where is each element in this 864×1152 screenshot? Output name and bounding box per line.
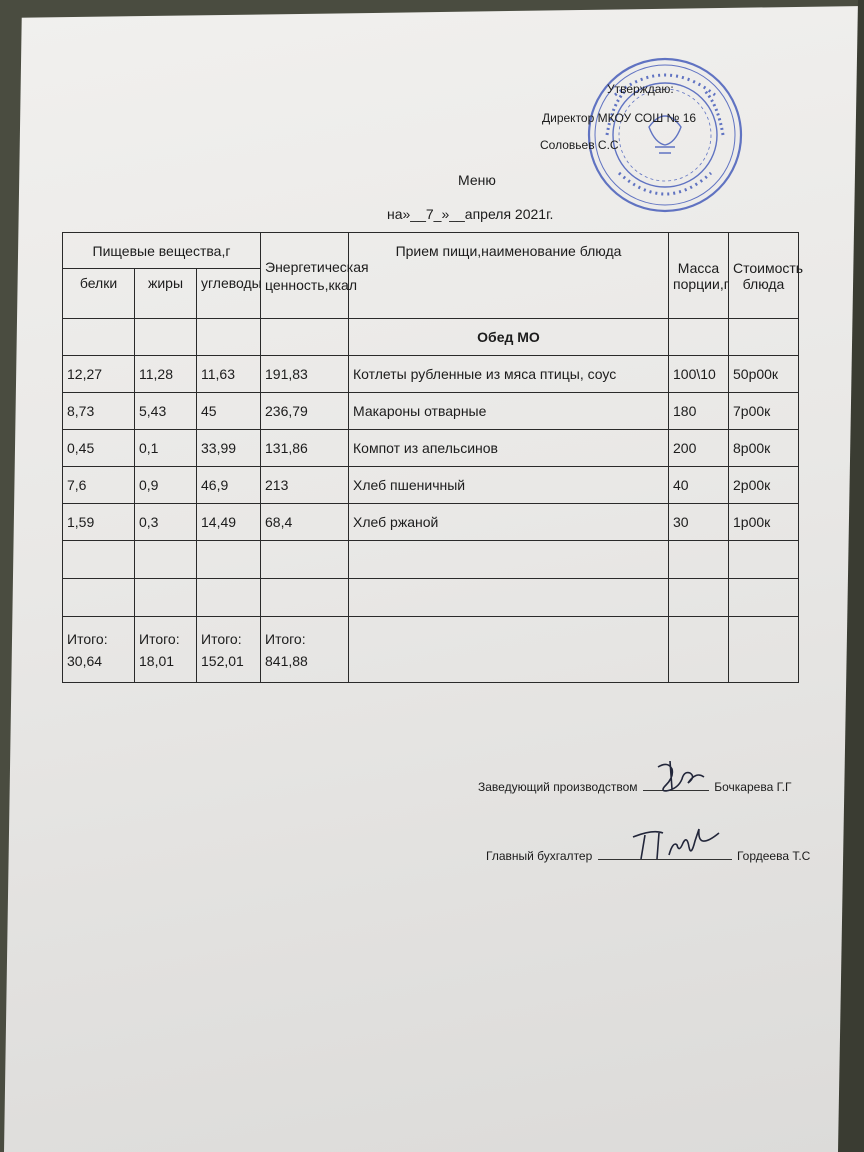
energy-header: Энергетическая ценность,ккал xyxy=(261,233,349,319)
dish-name-cell: Компот из апельсинов xyxy=(349,430,669,467)
energy-cell: 131,86 xyxy=(261,430,349,467)
carbs-cell: 11,63 xyxy=(197,356,261,393)
protein-cell: 8,73 xyxy=(63,393,135,430)
empty-cell xyxy=(669,579,729,617)
fat-cell: 11,28 xyxy=(135,356,197,393)
section-row xyxy=(63,319,799,356)
nutrients-header: Пищевые вещества,г xyxy=(63,233,261,269)
table-row xyxy=(63,467,799,504)
empty-cell xyxy=(669,541,729,579)
carbs-total: 152,01 xyxy=(201,652,244,669)
dish-name-cell: Котлеты рубленные из мяса птицы, соус xyxy=(349,356,669,393)
energy-cell: 191,83 xyxy=(261,356,349,393)
cost-cell: 7р00к xyxy=(729,393,799,430)
manager-handwritten-signature xyxy=(650,757,720,797)
cost-header: Стоимость блюда xyxy=(729,233,799,319)
empty-cell xyxy=(197,319,261,356)
energy-total-cell xyxy=(261,617,349,683)
total-label: Итого: xyxy=(201,630,242,647)
energy-cell: 236,79 xyxy=(261,393,349,430)
cost-cell: 50р00к xyxy=(729,356,799,393)
empty-cell xyxy=(261,541,349,579)
empty-cell xyxy=(729,579,799,617)
empty-cell xyxy=(135,541,197,579)
approval-line-3: Соловьев С.С xyxy=(540,138,619,152)
table-row xyxy=(63,393,799,430)
fat-cell: 0,9 xyxy=(135,467,197,504)
empty-cell xyxy=(729,319,799,356)
menu-table xyxy=(62,232,804,683)
protein-total: 30,64 xyxy=(67,652,103,669)
protein-total-cell xyxy=(63,617,135,683)
total-label: Итого: xyxy=(67,630,108,647)
manager-title: Заведующий производством xyxy=(478,780,638,794)
meal-header: Прием пищи,наименование блюда xyxy=(349,233,669,319)
cost-cell: 2р00к xyxy=(729,467,799,504)
carbs-cell: 45 xyxy=(197,393,261,430)
fat-total: 18,01 xyxy=(139,652,175,669)
mass-cell: 100\10 xyxy=(669,356,729,393)
protein-cell: 0,45 xyxy=(63,430,135,467)
table-row xyxy=(63,430,799,467)
total-label: Итого: xyxy=(139,630,180,647)
dish-name-cell: Макароны отварные xyxy=(349,393,669,430)
mass-cell: 40 xyxy=(669,467,729,504)
cost-cell: 8р00к xyxy=(729,430,799,467)
energy-total: 841,88 xyxy=(265,652,308,669)
empty-cell xyxy=(349,579,669,617)
carbs-cell: 14,49 xyxy=(197,504,261,541)
mass-cell: 30 xyxy=(669,504,729,541)
manager-signature-line xyxy=(478,780,791,794)
date-line: на»__7_»__апреля 2021г. xyxy=(387,206,554,222)
carbs-header: углеводы xyxy=(197,269,261,319)
manager-name: Бочкарева Г.Г xyxy=(714,780,792,794)
fat-cell: 5,43 xyxy=(135,393,197,430)
carbs-cell: 33,99 xyxy=(197,430,261,467)
dish-name-cell: Хлеб ржаной xyxy=(349,504,669,541)
empty-cell xyxy=(261,579,349,617)
protein-header: белки xyxy=(63,269,135,319)
table-row xyxy=(63,504,799,541)
page-title: Меню xyxy=(458,172,496,188)
empty-cell xyxy=(669,617,729,683)
empty-cell xyxy=(197,579,261,617)
empty-cell xyxy=(349,617,669,683)
school-seal-stamp xyxy=(585,55,745,215)
empty-cell xyxy=(261,319,349,356)
fat-header: жиры xyxy=(135,269,197,319)
protein-cell: 7,6 xyxy=(63,467,135,504)
protein-cell: 1,59 xyxy=(63,504,135,541)
empty-row xyxy=(63,541,799,579)
empty-cell xyxy=(729,617,799,683)
carbs-cell: 46,9 xyxy=(197,467,261,504)
accountant-handwritten-signature xyxy=(625,825,735,865)
empty-cell xyxy=(349,541,669,579)
empty-cell xyxy=(729,541,799,579)
approval-line-2: Директор МКОУ СОШ № 16 xyxy=(542,111,697,125)
fat-cell: 0,3 xyxy=(135,504,197,541)
empty-cell xyxy=(135,579,197,617)
energy-cell: 213 xyxy=(261,467,349,504)
fat-total-cell xyxy=(135,617,197,683)
empty-cell xyxy=(63,541,135,579)
dish-name-cell: Хлеб пшеничный xyxy=(349,467,669,504)
empty-cell xyxy=(63,579,135,617)
empty-cell xyxy=(135,319,197,356)
mass-header: Масса порции,г xyxy=(669,233,729,319)
empty-row xyxy=(63,579,799,617)
approval-line-1: Утверждаю: xyxy=(607,82,674,96)
mass-cell: 200 xyxy=(669,430,729,467)
header-row-top xyxy=(63,233,799,269)
table-row xyxy=(63,356,799,393)
accountant-title: Главный бухгалтер xyxy=(486,849,593,863)
carbs-total-cell xyxy=(197,617,261,683)
totals-row xyxy=(63,617,799,683)
accountant-name: Гордеева Т.С xyxy=(736,849,811,863)
mass-cell: 180 xyxy=(669,393,729,430)
empty-cell xyxy=(63,319,135,356)
energy-cell: 68,4 xyxy=(261,504,349,541)
fat-cell: 0,1 xyxy=(135,430,197,467)
total-label: Итого: xyxy=(265,630,306,647)
protein-cell: 12,27 xyxy=(63,356,135,393)
empty-cell xyxy=(197,541,261,579)
cost-cell: 1р00к xyxy=(729,504,799,541)
section-title: Обед МО xyxy=(349,319,669,356)
empty-cell xyxy=(669,319,729,356)
